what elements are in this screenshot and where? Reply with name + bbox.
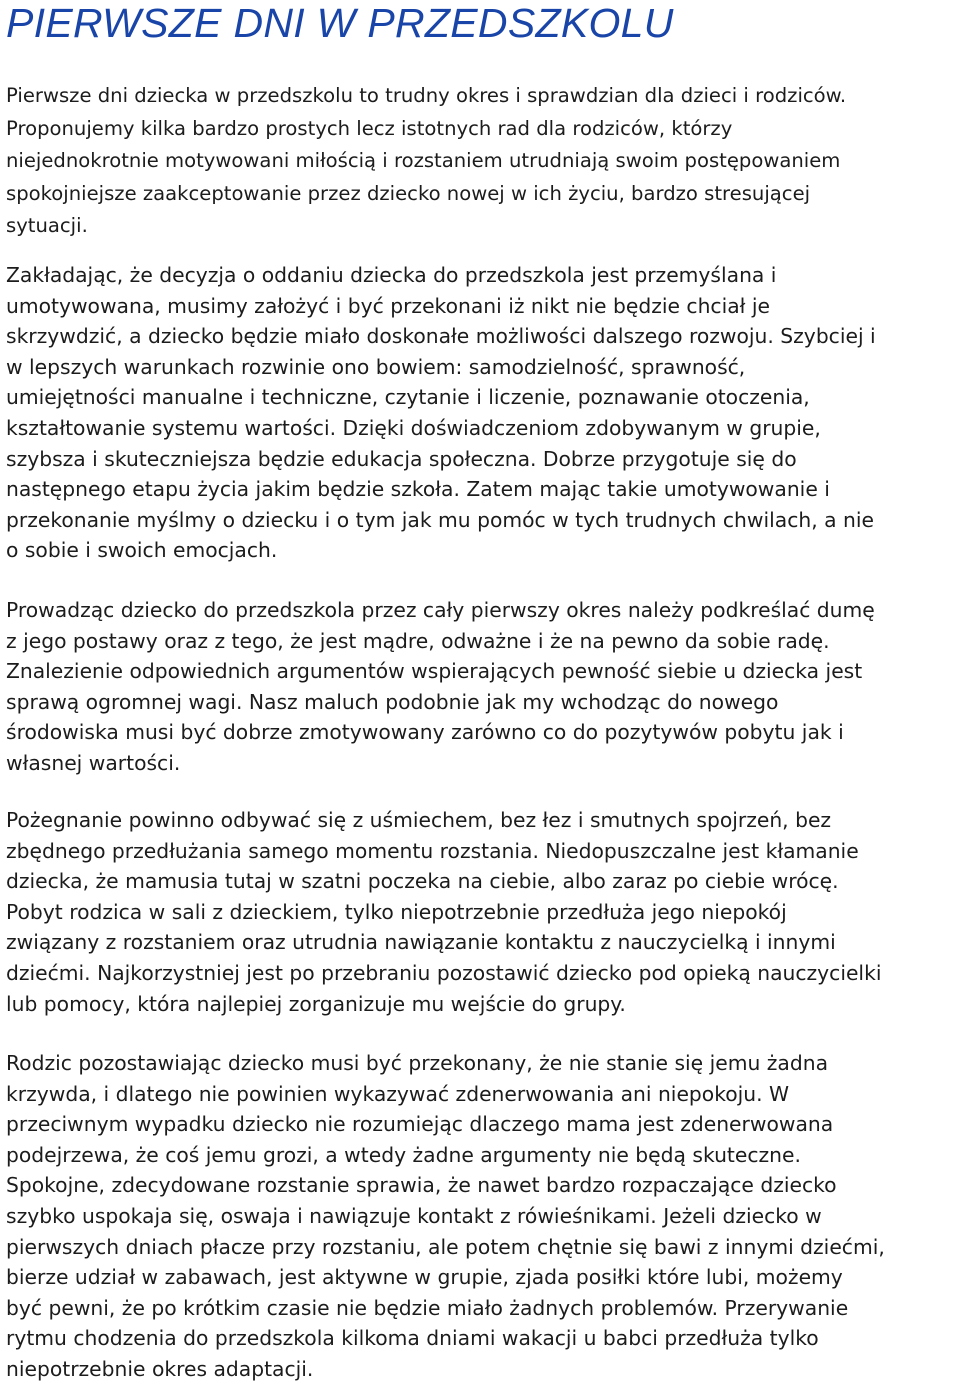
text-line: Pierwsze dni dziecka w przedszkolu to trudny okres i sprawdzian dla dzieci i rodziców. xyxy=(6,84,847,107)
text-line: umiejętności manualne i techniczne, czytanie i liczenie, poznawanie otoczenia, xyxy=(6,385,810,410)
text-line: z jego postawy oraz z tego, że jest mądre, odważne i że na pewno da sobie radę. xyxy=(6,628,830,653)
paragraph-decision xyxy=(6,260,958,566)
text-line: niepotrzebnie okres adaptacji. xyxy=(6,1356,314,1381)
text-line: kształtowanie systemu wartości. Dzięki doświadczeniom zdobywanym w grupie, xyxy=(6,415,821,440)
paragraph-intro xyxy=(6,80,958,243)
text-line: Prowadząc dziecko do przedszkola przez cały pierwszy okres należy podkreślać dumę xyxy=(6,598,875,622)
text-line: dziecka, że mamusia tutaj w szatni poczeka na ciebie, albo zaraz po ciebie wrócę. xyxy=(6,869,839,894)
text-line: przeciwnym wypadku dziecko nie rozumiejąc dlaczego mama jest zdenerwowana xyxy=(6,1112,834,1137)
text-line: pierwszych dniach płacze przy rozstaniu, ale potem chętnie się bawi z innymi dziećmi, xyxy=(6,1234,885,1259)
text-line: przekonanie myślmy o dziecku i o tym jak mu pomóc w tych trudnych chwilach, a nie xyxy=(6,507,874,532)
paragraph-confidence xyxy=(6,595,958,779)
text-line: o sobie i swoich emocjach. xyxy=(6,538,278,563)
text-line: skrzywdzić, a dziecko będzie miało doskonałe możliwości dalszego rozwoju. Szybciej i xyxy=(6,324,876,349)
text-line: sprawą ogromnej wagi. Nasz maluch podobnie jak my wchodząc do nowego xyxy=(6,689,779,714)
text-line: w lepszych warunkach rozwinie ono bowiem: samodzielność, sprawność, xyxy=(6,354,746,379)
paragraph-parent-calm xyxy=(6,1048,958,1385)
text-line: Pożegnanie powinno odbywać się z uśmiechem, bez łez i smutnych spojrzeń, bez xyxy=(6,808,832,832)
text-line: krzywda, i dlatego nie powinien wykazywać zdenerwowania ani niepokoju. W xyxy=(6,1081,790,1106)
text-line: być pewni, że po krótkim czasie nie będzie miało żadnych problemów. Przerywanie xyxy=(6,1295,849,1320)
text-line: środowiska musi być dobrze zmotywowany zarówno co do pozytywów pobytu jak i xyxy=(6,720,844,745)
text-line: Znalezienie odpowiednich argumentów wspierających pewność siebie u dziecka jest xyxy=(6,659,863,684)
text-line: następnego etapu życia jakim będzie szkoła. Zatem mając takie umotywowanie i xyxy=(6,477,830,502)
text-line: lub pomocy, która najlepiej zorganizuje mu wejście do grupy. xyxy=(6,991,626,1016)
text-line: związany z rozstaniem oraz utrudnia nawiązanie kontaktu z nauczycielką i innymi xyxy=(6,930,836,955)
text-line: szybko uspokaja się, oswaja i nawiązuje kontakt z rówieśnikami. Jeżeli dziecko w xyxy=(6,1203,822,1228)
text-line: szybsza i skuteczniejsza będzie edukacja społeczna. Dobrze przygotuje się do xyxy=(6,446,797,471)
text-line: niejednokrotnie motywowani miłością i rozstaniem utrudniają swoim postępowaniem xyxy=(6,149,841,173)
page-title: PIERWSZE DNI W PRZEDSZKOLU xyxy=(6,0,674,46)
text-line: Proponujemy kilka bardzo prostych lecz istotnych rad dla rodziców, którzy xyxy=(6,116,733,140)
text-line: Pobyt rodzica w sali z dzieckiem, tylko niepotrzebnie przedłuża jego niepokój xyxy=(6,899,787,924)
text-line: sytuacji. xyxy=(6,214,88,238)
text-line: dziećmi. Najkorzystniej jest po przebraniu pozostawić dziecko pod opieką nauczycielki xyxy=(6,960,882,985)
text-line: umotywowana, musimy założyć i być przekonani iż nikt nie będzie chciał je xyxy=(6,293,770,318)
text-line: Zakładając, że decyzja o oddaniu dziecka do przedszkola jest przemyślana i xyxy=(6,263,777,287)
text-line: Spokojne, zdecydowane rozstanie sprawia, że nawet bardzo rozpaczające dziecko xyxy=(6,1173,837,1198)
text-line: zbędnego przedłużania samego momentu rozstania. Niedopuszczalne jest kłamanie xyxy=(6,838,859,863)
text-line: podejrzewa, że coś jemu grozi, a wtedy żadne argumenty nie będą skuteczne. xyxy=(6,1142,801,1167)
paragraph-farewell xyxy=(6,805,958,1019)
text-line: rytmu chodzenia do przedszkola kilkoma dniami wakacji u babci przedłuża tylko xyxy=(6,1326,819,1351)
text-line: bierze udział w zabawach, jest aktywne w grupie, zjada posiłki które lubi, możemy xyxy=(6,1265,843,1290)
text-line: Rodzic pozostawiając dziecko musi być przekonany, że nie stanie się jemu żadna xyxy=(6,1051,828,1075)
text-line: spokojniejsze zaakceptowanie przez dziecko nowej w ich życiu, bardzo stresującej xyxy=(6,181,811,205)
text-line: własnej wartości. xyxy=(6,750,181,775)
